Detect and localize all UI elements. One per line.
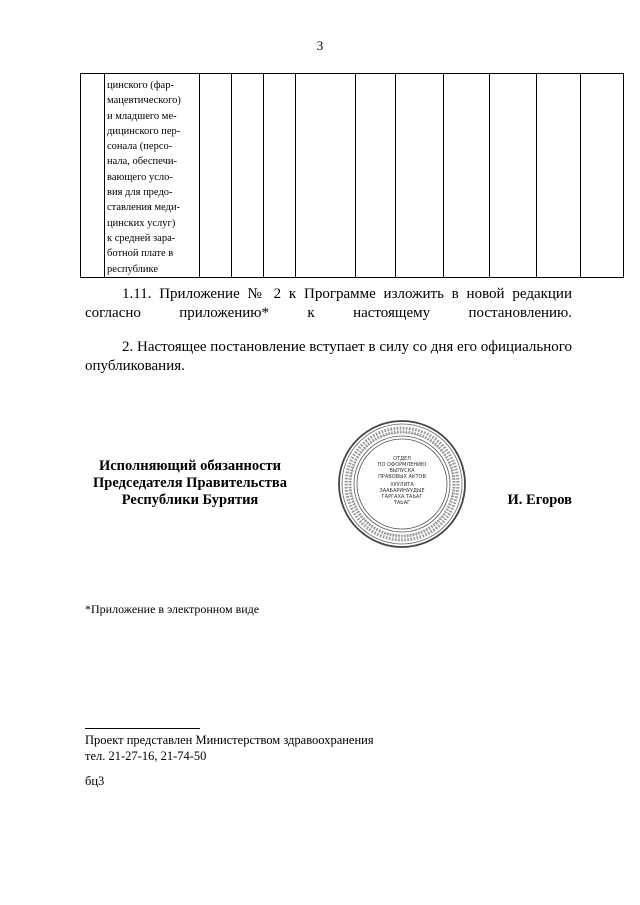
prepared-by xyxy=(85,732,374,764)
indicator-text-line: вающего усло- xyxy=(107,171,173,183)
indicator-text-line: вия для предо- xyxy=(107,187,173,199)
signatory-title-line: Республики Бурятия xyxy=(121,492,259,508)
indicator-text xyxy=(105,74,199,277)
indicator-text-line: цинских услуг) xyxy=(107,217,176,229)
table-cell xyxy=(444,74,490,278)
signatory-title-line: Председателя Правительства xyxy=(93,475,287,491)
table-cell xyxy=(264,74,296,278)
table-cell xyxy=(537,74,581,278)
seal-text: ЗААБАРИНУУДЫЕ xyxy=(379,488,425,494)
indicator-text-line: мацевтического) xyxy=(107,95,181,107)
official-seal xyxy=(336,418,468,550)
paragraph-1-11: 1.11. Приложение № 2 к Программе изложить в новой редакции согласно приложению* к настоящему постановлению. xyxy=(85,286,572,321)
seal-text: ПРАВОВЫХ АКТОВ xyxy=(378,474,426,480)
signatory-name: И. Егоров xyxy=(507,492,572,508)
footnote: *Приложение в электронном виде xyxy=(85,602,260,616)
table-cell xyxy=(356,74,396,278)
seal-text: ОТДЕЛ xyxy=(393,456,411,462)
table-row xyxy=(81,74,624,278)
table-cell xyxy=(200,74,232,278)
table-cell xyxy=(581,74,624,278)
table-cell xyxy=(490,74,537,278)
page-number: 3 xyxy=(316,38,324,53)
document-code: бц3 xyxy=(85,774,105,788)
table-cell xyxy=(296,74,356,278)
prepared-by-line: Проект представлен Министерством здравоохранения xyxy=(85,733,374,747)
table-cell-indicator xyxy=(105,74,200,278)
seal-text: ВЫПУСКА xyxy=(389,468,415,474)
indicator-text-line: дицинского пер- xyxy=(107,125,181,137)
indicator-text-line: ботной плате в xyxy=(107,248,174,260)
seal-text: ТАЬАГ xyxy=(393,500,411,506)
paragraph-2: 2. Настоящее постановление вступает в силу со дня его официального опубликования. xyxy=(85,339,572,374)
signatory-title xyxy=(80,458,300,509)
indicator-text-line: цинского (фар- xyxy=(107,80,174,91)
prepared-by-phone: тел. 21-27-16, 21-74-50 xyxy=(85,749,207,763)
indicator-text-line: республике xyxy=(107,263,159,275)
table-cell xyxy=(396,74,444,278)
table-cell xyxy=(232,74,264,278)
signatory-title-line: Исполняющий обязанности xyxy=(98,458,282,474)
indicator-text-line: и младшего ме- xyxy=(107,110,177,122)
indicator-text-line: сонала (персо- xyxy=(107,141,173,153)
indicator-text-line: к средней зара- xyxy=(107,232,176,244)
table-continuation xyxy=(80,73,624,278)
indicator-text-line: нала, обеспечи- xyxy=(107,156,177,168)
footer-divider xyxy=(85,728,200,729)
table-cell-number xyxy=(81,74,105,278)
seal-text: ХУУЛИТА xyxy=(390,482,414,488)
seal-text: ПО ОФОРМЛЕНИЮ xyxy=(377,462,427,468)
seal-text: ГАРГАХА ТАЬАГ xyxy=(381,494,423,500)
indicator-text-line: ставления меди- xyxy=(107,202,181,214)
